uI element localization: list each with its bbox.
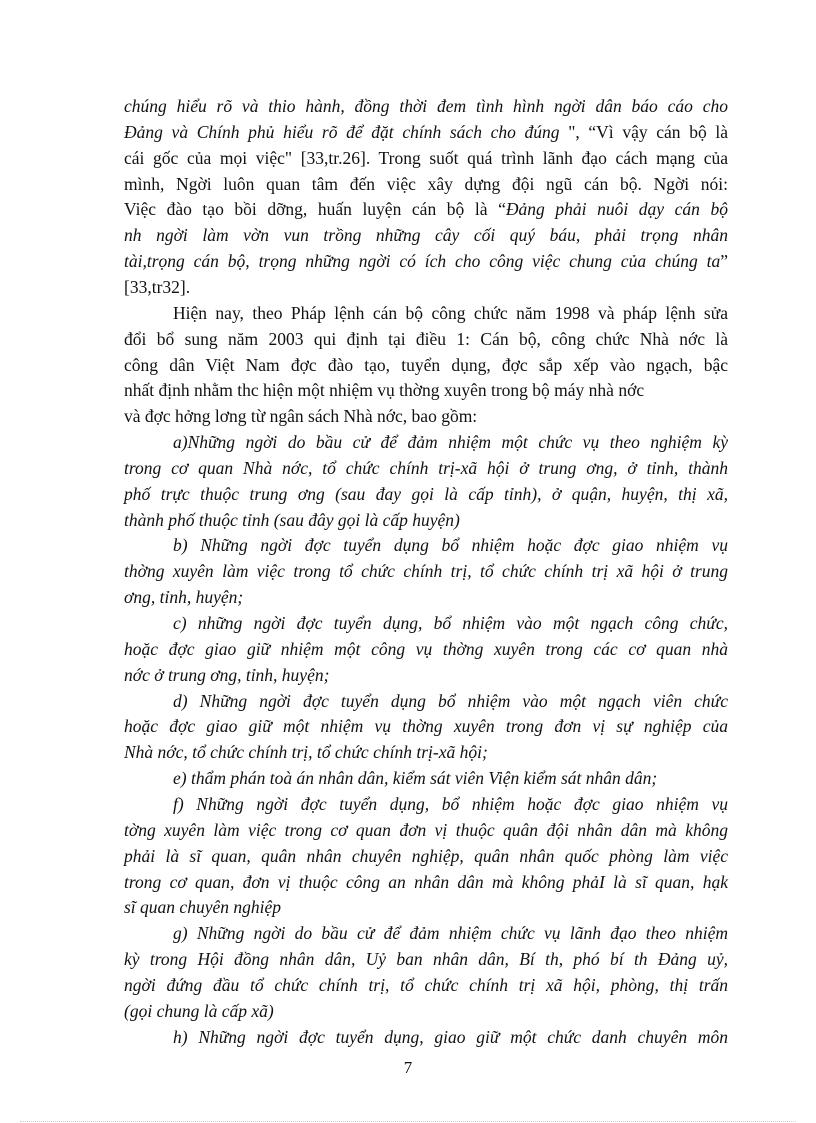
text-line: [124, 637, 728, 661]
text-line: [173, 301, 728, 325]
italic-text: ơng, tỉnh, huyện;: [124, 587, 244, 608]
italic-text: hoặc đợc giao giữ một nhiệm vụ thờng xuyên trong đơn vị sự nghiệp của: [124, 716, 728, 737]
italic-text: b) Những ngời đợc tuyển dụng bổ nhiệm hoặc đợc giao nhiệm vụ: [173, 535, 728, 556]
text-line: [124, 714, 728, 738]
page-bottom-divider: [20, 1121, 796, 1122]
italic-text: f) Những ngời đợc tuyển dụng, bổ nhiệm hoặc đợc giao nhiệm vụ: [173, 793, 728, 814]
text-run: Hiện nay, theo Pháp lệnh cán bộ công chức năm 1998 và pháp lệnh sửa: [173, 302, 728, 323]
text-line: [124, 663, 728, 687]
italic-text: Nhà nớc, tổ chức chính trị, tổ chức chính trị-xã hội;: [124, 742, 488, 763]
italic-text: e) thẩm phán toà án nhân dân, kiểm sát viên Viện kiểm sát nhân dân;: [173, 768, 658, 789]
italic-text: phải là sĩ quan, quân nhân chuyên nghiệp, quân nhân quốc phòng làm việc: [124, 845, 728, 866]
text-line: [124, 585, 728, 609]
text-line: [124, 378, 728, 402]
italic-text: g) Những ngời do bầu cử để đảm nhiệm chức vụ lãnh đạo theo nhiệm: [173, 923, 728, 944]
italic-text: ngời đứng đầu tổ chức chính trị, tổ chức chính trị xã hội, phòng, thị trấn: [124, 974, 728, 995]
italic-text: trong cơ quan Nhà nớc, tổ chức chính trị-xã hội ở trung ơng, ở tỉnh, thành: [124, 457, 728, 478]
text-run: Việc đào tạo bồi dỡng, huấn luyện cán bộ là “: [124, 199, 506, 220]
italic-text: sĩ quan chuyên nghiệp: [124, 897, 281, 918]
italic-text: kỳ trong Hội đồng nhân dân, Uỷ ban nhân dân, Bí th, phó bí th Đảng uỷ,: [124, 949, 728, 970]
text-line: [124, 818, 728, 842]
text-line: [124, 249, 728, 273]
italic-text: Đảng và Chính phủ hiểu rõ để đặt chính sách cho đúng: [124, 121, 560, 142]
italic-text: (gọi chung là cấp xã): [124, 1000, 274, 1021]
text-line: [124, 275, 728, 299]
text-line: [124, 120, 728, 144]
text-line: [173, 1025, 728, 1049]
text-line: [124, 844, 728, 868]
italic-text: nh ngời làm vờn vun trồng những cây cối quý báu, phải trọng nhân: [124, 225, 728, 246]
text-line: [124, 197, 728, 221]
italic-text: chúng hiểu rõ và thio hành, đồng thời đem tình hình ngời dân báo cáo cho: [124, 96, 728, 116]
text-line: [124, 482, 728, 506]
italic-text: d) Những ngời đợc tuyển dụng bổ nhiệm vào một ngạch viên chức: [173, 690, 728, 711]
text-run: ", “Vì vậy cán bộ là: [559, 121, 729, 142]
text-line: [124, 870, 728, 894]
text-line: [173, 689, 728, 713]
italic-text: tờng xuyên làm việc trong cơ quan đơn vị thuộc quân đội nhân dân mà không: [124, 819, 728, 840]
text-line: [124, 508, 728, 532]
text-line: [124, 353, 728, 377]
text-run: [33,tr32].: [124, 276, 191, 297]
text-run: và đợc hởng lơng từ ngân sách Nhà nớc, bao gồm:: [124, 406, 478, 427]
text-line: [124, 559, 728, 583]
text-line: [124, 223, 728, 247]
italic-text: thành phố thuộc tỉnh (sau đây gọi là cấp huyện): [124, 509, 460, 530]
text-line: [173, 921, 728, 945]
text-line: [173, 533, 728, 557]
text-line: [124, 973, 728, 997]
text-line: [173, 430, 728, 454]
text-line: [124, 947, 728, 971]
text-run: cái gốc của mọi việc" [33,tr.26]. Trong suốt quá trình lãnh đạo cách mạng của: [124, 147, 728, 168]
italic-text: hoặc đợc giao giữ nhiệm một công vụ thờng xuyên trong các cơ quan nhà: [124, 638, 728, 659]
italic-text: tài,trọng cán bộ, trọng những ngời có ích cho công việc chung của chúng ta: [124, 251, 721, 272]
text-line: [124, 94, 728, 118]
italic-text: trong cơ quan, đơn vị thuộc công an nhân dân mà không phảI là sĩ quan, hạk: [124, 871, 728, 892]
text-line: [173, 766, 728, 790]
text-line: [124, 740, 728, 764]
text-run: đổi bổ sung năm 2003 qui định tại điều 1: Cán bộ, công chức Nhà nớc là: [124, 328, 728, 349]
italic-text: Đảng phải nuôi dạy cán bộ: [505, 199, 729, 220]
italic-text: a)Những ngời do bầu cử để đảm nhiệm một chức vụ theo nghiệm kỳ: [173, 432, 728, 453]
text-line: [124, 327, 728, 351]
text-line: [124, 999, 728, 1023]
text-run: ”: [720, 251, 728, 272]
italic-text: phố trực thuộc trung ơng (sau đay gọi là cấp tỉnh), ở quận, huyện, thị xã,: [124, 483, 728, 504]
text-line: [173, 792, 728, 816]
italic-text: nớc ở trung ơng, tỉnh, huyện;: [124, 664, 330, 685]
text-line: [124, 146, 728, 170]
page-number: 7: [403, 1058, 413, 1077]
text-line: [124, 404, 728, 428]
text-line: [124, 895, 728, 919]
italic-text: c) những ngời đợc tuyển dụng, bổ nhiệm vào một ngạch công chức,: [173, 613, 728, 633]
text-run: mình, Ngời luôn quan tâm đến việc xây dựng đội ngũ cán bộ. Ngời nói:: [124, 173, 728, 194]
text-line: [124, 456, 728, 480]
text-run: công dân Việt Nam đợc đào tạo, tuyển dụng, đợc sắp xếp vào ngạch, bậc: [124, 354, 728, 375]
text-line: [124, 172, 728, 196]
text-line: [173, 611, 728, 635]
italic-text: h) Những ngời đợc tuyển dụng, giao giữ một chức danh chuyên môn: [173, 1026, 728, 1047]
italic-text: thờng xuyên làm việc trong tổ chức chính trị, tổ chức chính trị xã hội ở trung: [124, 561, 728, 582]
text-run: nhất định nhằm thc hiện một nhiệm vụ thờng xuyên trong bộ máy nhà nớc: [124, 380, 645, 401]
